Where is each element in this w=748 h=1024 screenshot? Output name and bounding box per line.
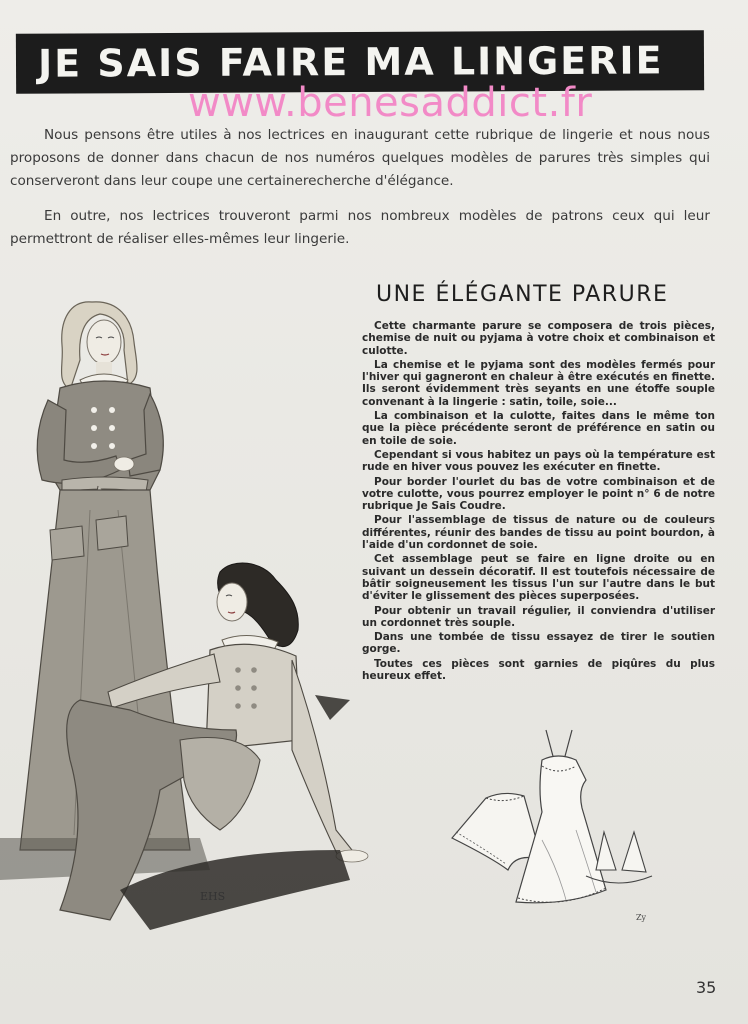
article-paragraph: Dans une tombée de tissu essayez de tirer le soutien gorge. [362, 631, 715, 656]
article-title: UNE ÉLÉGANTE PARURE [376, 282, 669, 307]
watermark-url: www.benesaddict.fr [188, 80, 593, 126]
page-title: JE SAIS FAIRE MA LINGERIE [37, 38, 664, 86]
lingerie-illustration [446, 720, 666, 930]
intro-paragraph: Nous pensons être utiles à nos lectrices en inaugurant cette rubrique de lingerie et nous nous proposons de donner dans chacun de nos numéros quelques modèles de parures très simples qui conserveront dans leur coupe une certainerecherche d'élégance. [10, 127, 710, 189]
article-paragraph: Cette charmante parure se composera de trois pièces, chemise de nuit ou pyjama à votre choix et combinaison et culotte. [362, 320, 715, 357]
women-illustration [0, 290, 400, 950]
article-paragraph: Toutes ces pièces sont garnies de piqûres du plus heureux effet. [362, 657, 715, 683]
article-paragraph: Cet assemblage peut se faire en ligne droite ou en suivant un dessein décoratif. Il est toutefois nécessaire de bâtir soigneusement les tissus l'un sur l'autre dans le but d'éviter le glissement des pièces superposées. [362, 553, 715, 603]
women-illustration-signature: EHS [200, 890, 226, 903]
article-paragraph: La chemise et le pyjama sont des modèles fermés pour l'hiver qui gagneront en chaleur à être exécutés en finette. Ils seront évidemment très seyants en une étoffe souple convenant à la lingerie : satin, toile, soie... [362, 358, 715, 408]
lingerie-illustration-signature: Zy [636, 913, 647, 922]
intro-paragraph: En outre, nos lectrices trouveront parmi nos nombreux modèles de patrons ceux qui leur permettront de réaliser elles-mêmes leur lingerie. [10, 208, 710, 247]
page-number: 35 [696, 978, 717, 997]
article-paragraph: Pour l'assemblage de tissus de nature ou de couleurs différentes, réunir des bandes de tissu au point bourdon, à l'aide d'un cordonnet de soie. [362, 514, 715, 552]
article-body [362, 320, 715, 684]
intro-text [10, 124, 710, 263]
article-paragraph: Pour border l'ourlet du bas de votre combinaison et de votre culotte, vous pourrez employer le point n° 6 de notre rubrique Je Sais Coudre. [362, 475, 715, 513]
article-paragraph: Pour obtenir un travail régulier, il conviendra d'utiliser un cordonnet très souple. [362, 604, 715, 629]
article-paragraph: La combinaison et la culotte, faites dans le même ton que la pièce précédente seront de préférence en satin ou en toile de soie. [362, 410, 715, 447]
article-paragraph: Cependant si vous habitez un pays où la température est rude en hiver vous pouvez les exécuter en finette. [362, 448, 715, 474]
